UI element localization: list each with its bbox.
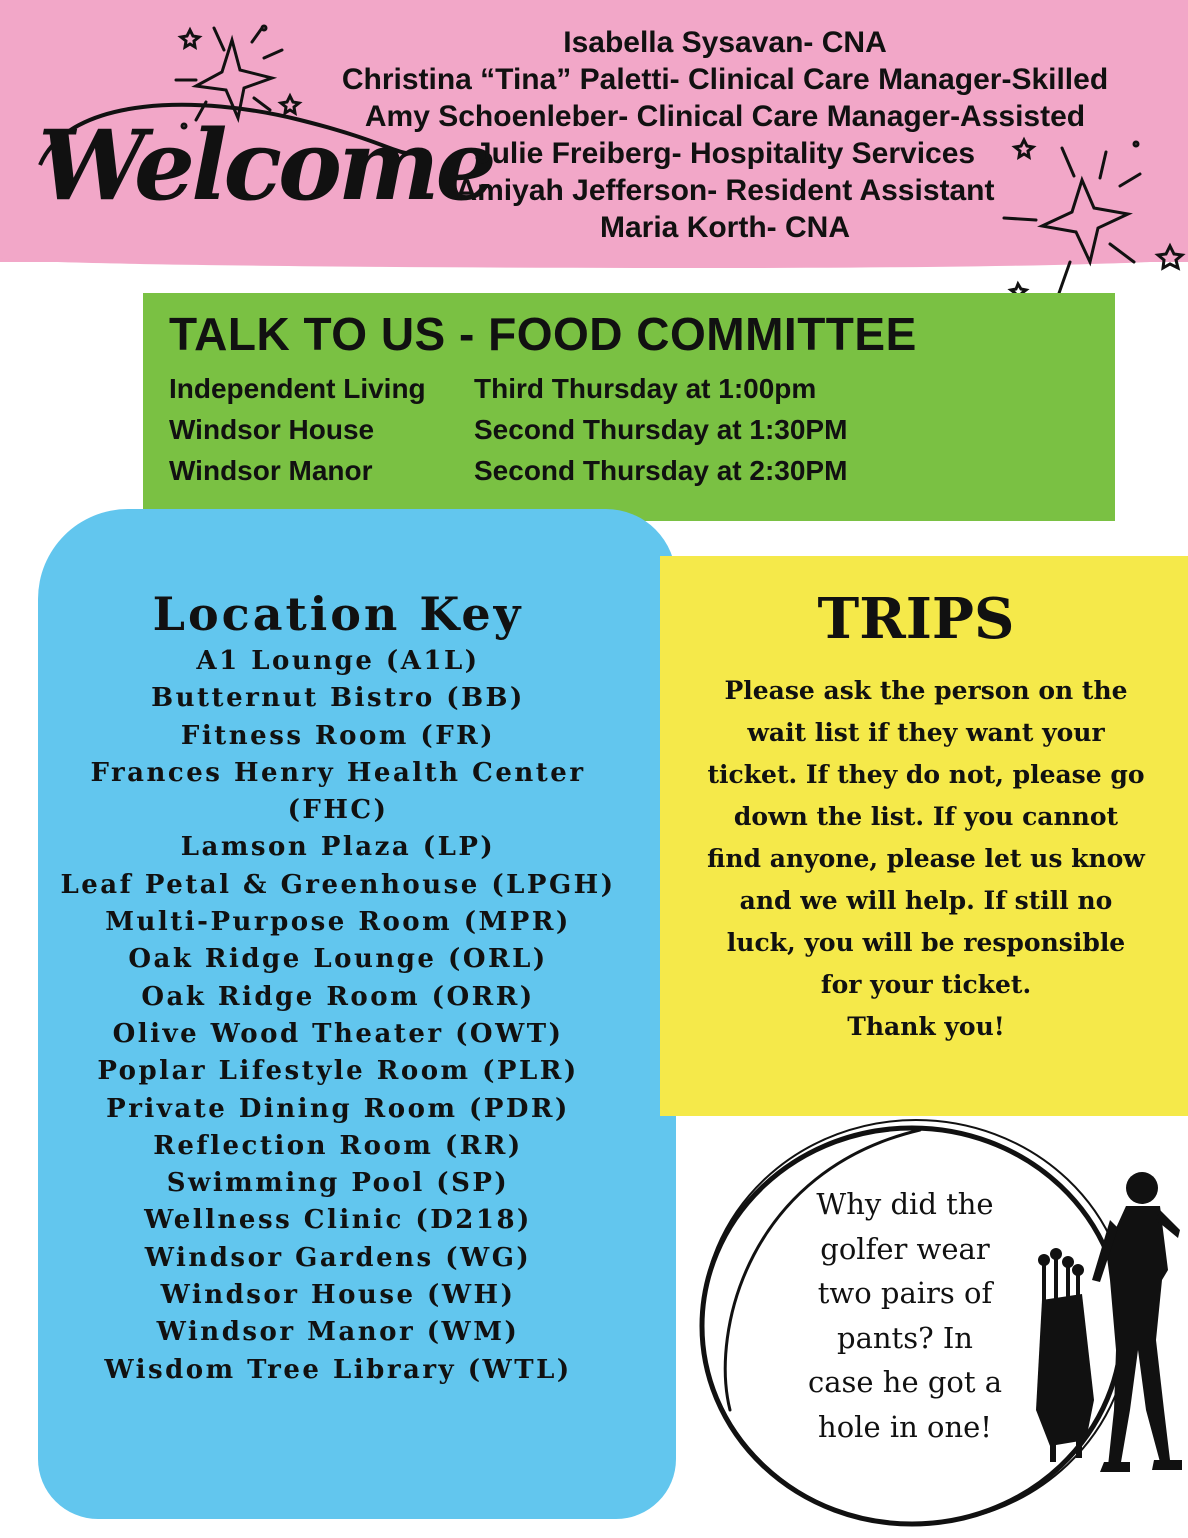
staff-member: Isabella Sysavan- CNA xyxy=(563,26,887,59)
food-committee-title: TALK TO US - FOOD COMMITTEE xyxy=(169,308,917,360)
schedule-time: Second Thursday at 2:30PM xyxy=(474,455,848,486)
list-item: Lamson Plaza (LP) xyxy=(180,832,496,863)
trips-line: wait list if they want your xyxy=(747,718,1105,747)
list-item: A1 Lounge (A1L) xyxy=(196,646,480,676)
trips-title: TRIPS xyxy=(817,586,1015,652)
joke-text xyxy=(780,1182,1030,1449)
location-key-panel xyxy=(38,509,676,1519)
staff-member: Christina “Tina” Paletti- Clinical Care Manager-Skilled xyxy=(341,63,1109,96)
trips-line: find anyone, please let us know xyxy=(707,844,1145,873)
trips-line: and we will help. If still no xyxy=(739,886,1113,915)
staff-list xyxy=(320,24,1130,246)
joke-line: hole in one! xyxy=(818,1409,992,1444)
list-item: Private Dining Room (PDR) xyxy=(106,1093,570,1124)
schedule-time: Third Thursday at 1:00pm xyxy=(474,373,817,404)
list-item: Fitness Room (FR) xyxy=(180,720,496,751)
staff-member: Amy Schoenleber- Clinical Care Manager-Assisted xyxy=(364,100,1086,133)
joke-line: golfer wear xyxy=(820,1231,990,1266)
trips-text xyxy=(700,670,1152,1048)
list-item: (FHC) xyxy=(287,795,389,826)
staff-member: Amiyah Jefferson- Resident Assistant xyxy=(455,174,995,207)
trips-line: luck, you will be responsible xyxy=(726,928,1126,957)
list-item: Oak Ridge Room (ORR) xyxy=(141,981,535,1012)
joke-line: pants? In xyxy=(837,1320,973,1355)
list-item: Wisdom Tree Library (WTL) xyxy=(104,1354,572,1385)
list-item: Frances Henry Health Center xyxy=(90,757,586,788)
trips-line: Please ask the person on the xyxy=(724,676,1128,705)
list-item: Windsor Manor (WM) xyxy=(156,1317,520,1348)
schedule-location: Independent Living xyxy=(169,373,426,404)
food-committee-panel xyxy=(143,293,1115,521)
schedule-time: Second Thursday at 1:30PM xyxy=(474,414,848,445)
schedule-location: Windsor House xyxy=(169,414,375,445)
trips-line: down the list. If you cannot xyxy=(733,802,1119,831)
location-key-list xyxy=(48,643,628,1389)
staff-member: Julie Freiberg- Hospitality Services xyxy=(474,137,976,170)
list-item: Leaf Petal & Greenhouse (LPGH) xyxy=(60,869,616,900)
list-item: Reflection Room (RR) xyxy=(153,1130,523,1161)
list-item: Swimming Pool (SP) xyxy=(166,1168,510,1199)
schedule-location: Windsor Manor xyxy=(169,455,373,486)
list-item: Windsor Gardens (WG) xyxy=(144,1242,532,1273)
list-item: Oak Ridge Lounge (ORL) xyxy=(128,944,548,975)
staff-member: Maria Korth- CNA xyxy=(599,211,850,244)
location-key-title: Location Key xyxy=(152,587,524,641)
list-item: Windsor House (WH) xyxy=(160,1280,516,1311)
trips-line: ticket. If they do not, please go xyxy=(707,760,1145,789)
joke-line: case he got a xyxy=(807,1365,1003,1399)
welcome-title: Welcome xyxy=(38,109,493,222)
list-item: Poplar Lifestyle Room (PLR) xyxy=(97,1056,579,1087)
list-item: Butternut Bistro (BB) xyxy=(151,683,525,714)
joke-line: Why did the xyxy=(816,1187,994,1221)
list-item: Wellness Clinic (D218) xyxy=(144,1205,532,1236)
trips-line: for your ticket. xyxy=(820,970,1032,999)
trips-panel xyxy=(660,556,1188,1116)
list-item: Olive Wood Theater (OWT) xyxy=(112,1018,564,1049)
joke-panel xyxy=(690,1110,1188,1538)
list-item: Multi-Purpose Room (MPR) xyxy=(105,907,571,938)
trips-line: Thank you! xyxy=(847,1012,1005,1041)
joke-line: two pairs of xyxy=(817,1276,993,1310)
